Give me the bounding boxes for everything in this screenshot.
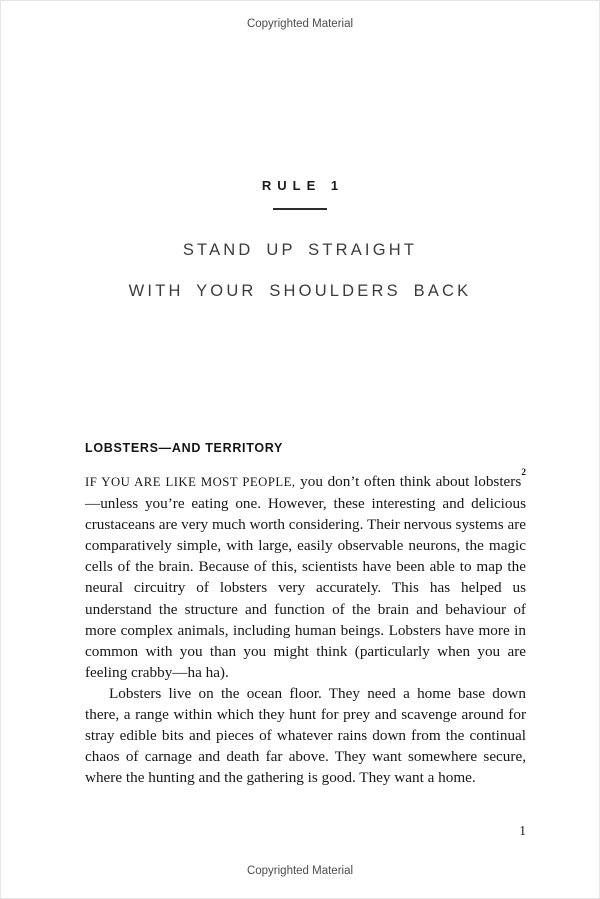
chapter-title-line-1: STAND UP STRAIGHT bbox=[182, 241, 418, 259]
copyright-notice-bottom: Copyrighted Material bbox=[246, 865, 354, 877]
paragraph-text-before-footnote: you don’t often think about lobsters bbox=[295, 473, 522, 490]
paragraph-lead-smallcaps: IF YOU ARE LIKE MOST PEOPLE, bbox=[85, 475, 296, 489]
page-number: 1 bbox=[519, 823, 526, 838]
section-heading: LOBSTERS—AND TERRITORY bbox=[85, 441, 284, 455]
copyright-notice-top: Copyrighted Material bbox=[246, 18, 354, 30]
rule-number-label: RULE 1 bbox=[261, 178, 345, 193]
chapter-title-line-2: WITH YOUR SHOULDERS BACK bbox=[128, 282, 472, 300]
body-text-block bbox=[85, 467, 527, 788]
rule-divider-line bbox=[273, 208, 327, 210]
paragraph-text-after-footnote: —unless you’re eating one. However, these interesting and delicious crustaceans are very much worth considering. Their nervous systems are comparatively simple, with large, easily observable neurons, the magic cells of the brain. Because of this, scientists have been able to map the neural circuitry of lobsters very accurately. This has helped us understand the structure and function of the brain and behaviour of more complex animals, including human beings. Lobsters have more in common with you than you might think (particularly when you are feeling crabby—ha ha). bbox=[85, 495, 526, 681]
paragraph-lobsters-habitat: Lobsters live on the ocean floor. They need a home base down there, a range within which they hunt for prey and scavenge around for stray edible bits and pieces of whatever rains down from the continual chaos of carnage and death far above. They want somewhere secure, where the hunting and the gathering is good. They want a home. bbox=[85, 684, 526, 787]
paragraph-lobsters-intro bbox=[85, 467, 527, 683]
footnote-marker: 2 bbox=[521, 467, 527, 478]
